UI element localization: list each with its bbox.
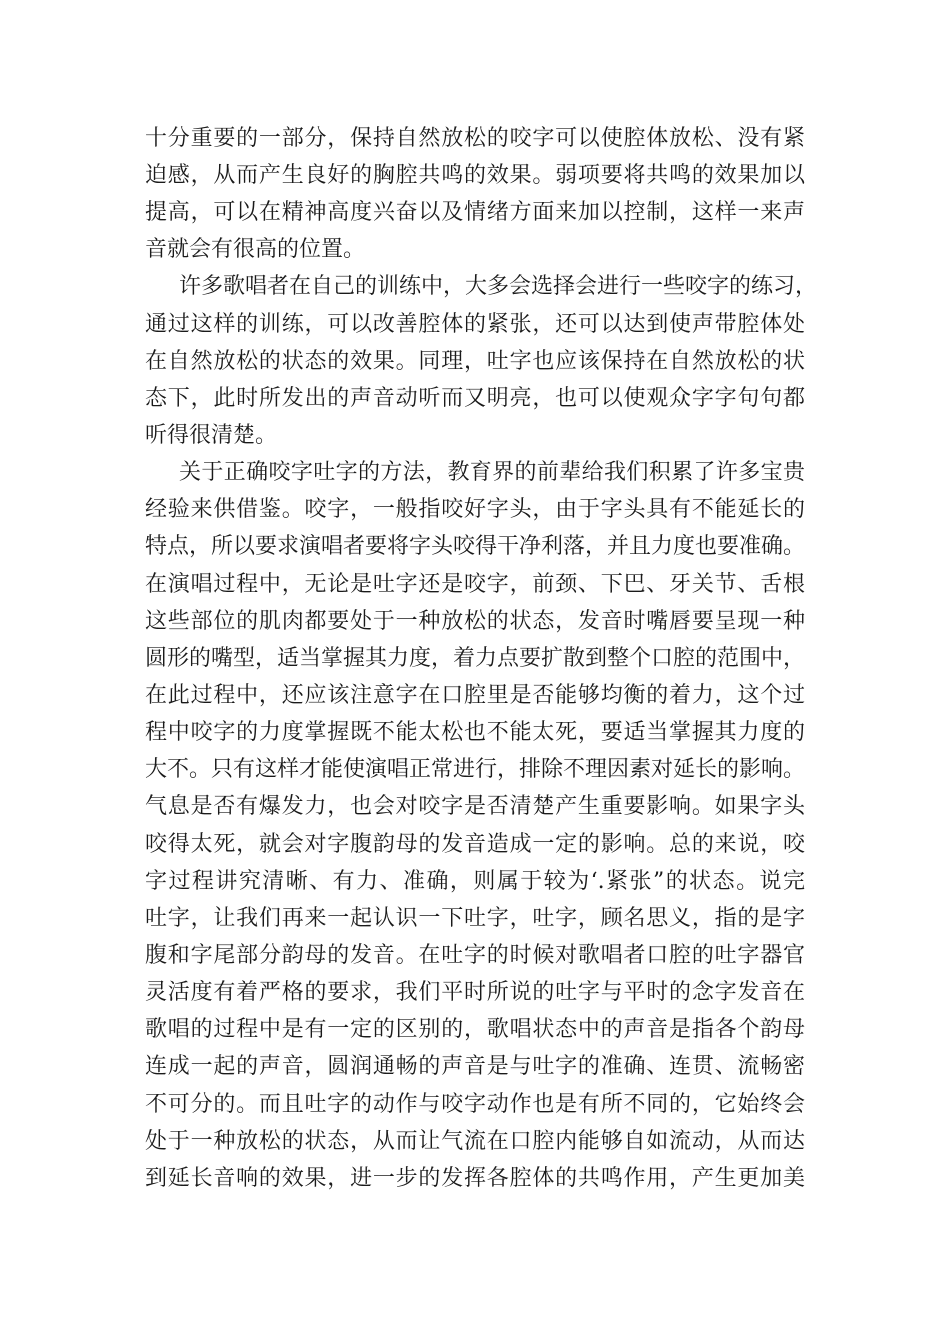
body-text-line: 腹和字尾部分韵母的发音。在吐字的时候对歌唱者口腔的吐字器官 — [145, 943, 805, 968]
body-text-line: 咬得太死，就会对字腹韵母的发音造成一定的影响。总的来说，咬 — [145, 832, 805, 857]
body-text-line: 圆形的嘴型，适当掌握其力度，着力点要扩散到整个口腔的范围中， — [145, 646, 806, 671]
body-text-line: 迫感，从而产生良好的胸腔共鸣的效果。弱项要将共鸣的效果加以 — [145, 163, 805, 188]
body-text-line: 许多歌唱者在自己的训练中，大多会选择会进行一些咬字的练习， — [179, 274, 818, 299]
body-text-line: 气息是否有爆发力，也会对咬字是否清楚产生重要影响。如果字头 — [145, 794, 805, 819]
body-text-line: 在此过程中，还应该注意字在口腔里是否能够均衡的着力，这个过 — [145, 683, 805, 708]
body-text-line: 通过这样的训练，可以改善腔体的紧张，还可以达到使声带腔体处 — [145, 312, 805, 337]
body-text-line: 态下，此时所发出的声音动听而又明亮，也可以使观众字字句句都 — [145, 386, 805, 411]
body-text-line: 听得很清楚。 — [145, 423, 278, 448]
body-text-line: 特点，所以要求演唱者要将字头咬得干净利落，并且力度也要准确。 — [145, 534, 806, 559]
body-text-line: 这些部位的肌肉都要处于一种放松的状态，发音时嘴唇要呈现一种 — [145, 609, 805, 634]
body-text-line: 在演唱过程中，无论是吐字还是咬字，前颈、下巴、牙关节、舌根 — [145, 572, 805, 597]
body-text-line: 十分重要的一部分，保持自然放松的咬字可以使腔体放松、没有紧 — [145, 126, 805, 151]
body-text-line: 关于正确咬字吐字的方法，教育界的前辈给我们积累了许多宝贵 — [179, 460, 805, 485]
body-text-line: 字过程讲究清晰、有力、准确，则属于较为‘.紧张”的状态。说完 — [145, 869, 805, 894]
body-text-line: 提高，可以在精神高度兴奋以及情绪方面来加以控制，这样一来声 — [145, 200, 805, 225]
body-text-line: 不可分的。而且吐字的动作与咬字动作也是有所不同的，它始终会 — [145, 1092, 805, 1117]
body-text-line: 灵活度有着严格的要求，我们平时所说的吐字与平时的念字发音在 — [145, 980, 805, 1005]
body-text-line: 经验来供借鉴。咬字，一般指咬好字头，由于字头具有不能延长的 — [145, 497, 805, 522]
body-text-line: 吐字，让我们再来一起认识一下吐字，吐字，顾名思义，指的是字 — [145, 906, 805, 931]
body-text-line: 处于一种放松的状态，从而让气流在口腔内能够自如流动，从而达 — [145, 1129, 805, 1154]
body-text-line: 连成一起的声音，圆润通畅的声音是与吐字的准确、连贯、流畅密 — [145, 1054, 805, 1079]
body-text-line: 在自然放松的状态的效果。同理，吐字也应该保持在自然放松的状 — [145, 349, 805, 374]
body-text-line: 音就会有很高的位置。 — [145, 237, 366, 262]
body-text-line: 歌唱的过程中是有一定的区别的，歌唱状态中的声音是指各个韵母 — [145, 1017, 805, 1042]
body-text-line: 到延长音响的效果，进一步的发挥各腔体的共鸣作用，产生更加美 — [145, 1166, 805, 1191]
body-text-line: 大不。只有这样才能使演唱正常进行，排除不理因素对延长的影响。 — [145, 757, 806, 782]
body-text-line: 程中咬字的力度掌握既不能太松也不能太死，要适当掌握其力度的 — [145, 720, 805, 745]
